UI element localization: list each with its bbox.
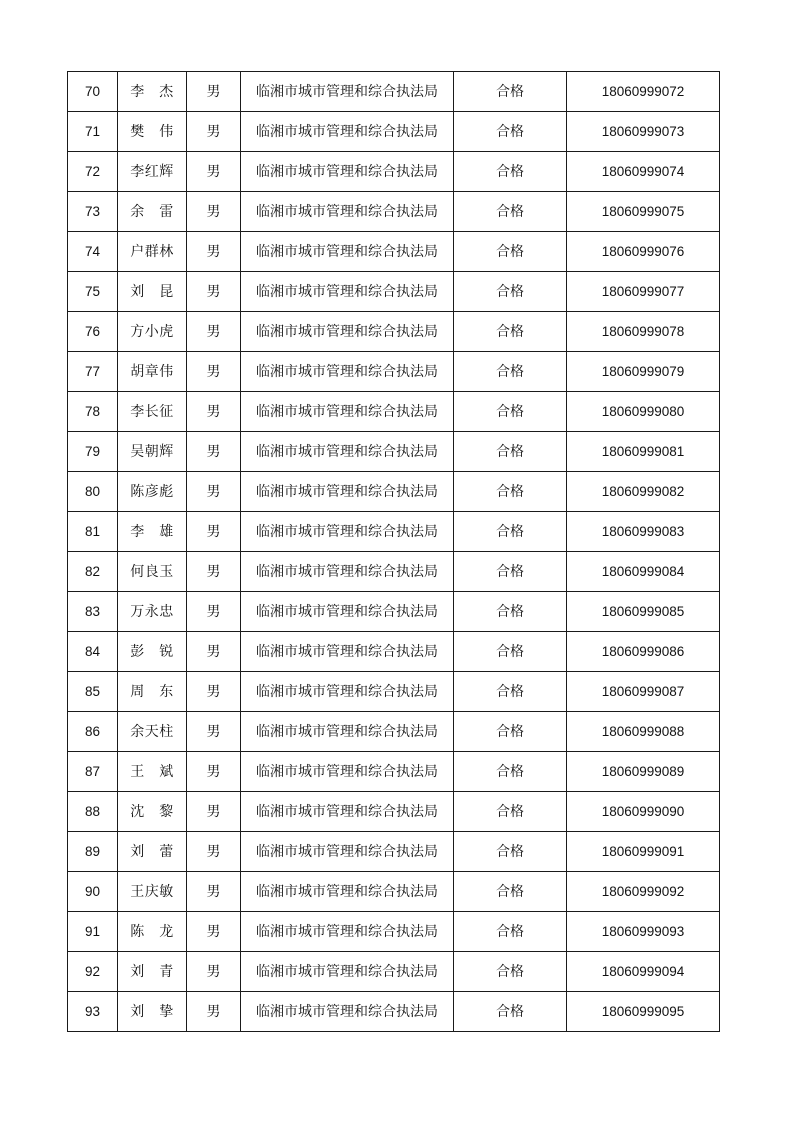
person-name: 刘 挚	[118, 992, 187, 1032]
gender: 男	[187, 112, 241, 152]
gender: 男	[187, 152, 241, 192]
certificate-number: 18060999093	[567, 912, 720, 952]
certificate-number: 18060999074	[567, 152, 720, 192]
exam-result: 合格	[454, 112, 567, 152]
gender: 男	[187, 792, 241, 832]
certificate-number: 18060999091	[567, 832, 720, 872]
gender: 男	[187, 912, 241, 952]
certificate-number: 18060999094	[567, 952, 720, 992]
exam-result: 合格	[454, 632, 567, 672]
row-number: 76	[68, 312, 118, 352]
work-unit: 临湘市城市管理和综合执法局	[241, 312, 454, 352]
exam-result: 合格	[454, 992, 567, 1032]
person-name: 方小虎	[118, 312, 187, 352]
certificate-number: 18060999079	[567, 352, 720, 392]
row-number: 87	[68, 752, 118, 792]
table-row	[68, 472, 720, 512]
certificate-number: 18060999075	[567, 192, 720, 232]
table-row	[68, 752, 720, 792]
work-unit: 临湘市城市管理和综合执法局	[241, 232, 454, 272]
gender: 男	[187, 752, 241, 792]
gender: 男	[187, 632, 241, 672]
table-row	[68, 672, 720, 712]
exam-result: 合格	[454, 712, 567, 752]
work-unit: 临湘市城市管理和综合执法局	[241, 872, 454, 912]
work-unit: 临湘市城市管理和综合执法局	[241, 432, 454, 472]
table-row	[68, 432, 720, 472]
row-number: 71	[68, 112, 118, 152]
row-number: 77	[68, 352, 118, 392]
gender: 男	[187, 312, 241, 352]
row-number: 86	[68, 712, 118, 752]
gender: 男	[187, 512, 241, 552]
certificate-number: 18060999080	[567, 392, 720, 432]
gender: 男	[187, 192, 241, 232]
work-unit: 临湘市城市管理和综合执法局	[241, 752, 454, 792]
table-row	[68, 872, 720, 912]
exam-result: 合格	[454, 912, 567, 952]
exam-result: 合格	[454, 752, 567, 792]
gender: 男	[187, 472, 241, 512]
person-name: 彭 锐	[118, 632, 187, 672]
row-number: 81	[68, 512, 118, 552]
person-name: 沈 黎	[118, 792, 187, 832]
row-number: 72	[68, 152, 118, 192]
row-number: 84	[68, 632, 118, 672]
row-number: 74	[68, 232, 118, 272]
table-row	[68, 912, 720, 952]
certificate-number: 18060999072	[567, 72, 720, 112]
gender: 男	[187, 272, 241, 312]
row-number: 75	[68, 272, 118, 312]
certificate-number: 18060999081	[567, 432, 720, 472]
person-name: 陈 龙	[118, 912, 187, 952]
work-unit: 临湘市城市管理和综合执法局	[241, 512, 454, 552]
exam-result: 合格	[454, 872, 567, 912]
exam-result: 合格	[454, 152, 567, 192]
certificate-number: 18060999095	[567, 992, 720, 1032]
gender: 男	[187, 952, 241, 992]
gender: 男	[187, 392, 241, 432]
table-row	[68, 72, 720, 112]
certificate-number: 18060999084	[567, 552, 720, 592]
work-unit: 临湘市城市管理和综合执法局	[241, 192, 454, 232]
work-unit: 临湘市城市管理和综合执法局	[241, 152, 454, 192]
work-unit: 临湘市城市管理和综合执法局	[241, 832, 454, 872]
person-name: 王庆敏	[118, 872, 187, 912]
work-unit: 临湘市城市管理和综合执法局	[241, 712, 454, 752]
certificate-number: 18060999082	[567, 472, 720, 512]
exam-result: 合格	[454, 392, 567, 432]
person-name: 刘 青	[118, 952, 187, 992]
gender: 男	[187, 592, 241, 632]
exam-result: 合格	[454, 552, 567, 592]
exam-result: 合格	[454, 792, 567, 832]
row-number: 78	[68, 392, 118, 432]
certificate-number: 18060999085	[567, 592, 720, 632]
table-row	[68, 512, 720, 552]
gender: 男	[187, 872, 241, 912]
person-name: 李 杰	[118, 72, 187, 112]
work-unit: 临湘市城市管理和综合执法局	[241, 912, 454, 952]
work-unit: 临湘市城市管理和综合执法局	[241, 792, 454, 832]
table-row	[68, 312, 720, 352]
certificate-number: 18060999092	[567, 872, 720, 912]
exam-result: 合格	[454, 432, 567, 472]
row-number: 90	[68, 872, 118, 912]
work-unit: 临湘市城市管理和综合执法局	[241, 592, 454, 632]
table-row	[68, 152, 720, 192]
table-row	[68, 232, 720, 272]
work-unit: 临湘市城市管理和综合执法局	[241, 952, 454, 992]
certificate-number: 18060999083	[567, 512, 720, 552]
person-name: 周 东	[118, 672, 187, 712]
row-number: 88	[68, 792, 118, 832]
person-name: 陈彦彪	[118, 472, 187, 512]
roster-table	[67, 71, 720, 1032]
exam-result: 合格	[454, 272, 567, 312]
table-row	[68, 712, 720, 752]
certificate-number: 18060999078	[567, 312, 720, 352]
person-name: 李红辉	[118, 152, 187, 192]
table-row	[68, 552, 720, 592]
exam-result: 合格	[454, 312, 567, 352]
row-number: 80	[68, 472, 118, 512]
row-number: 83	[68, 592, 118, 632]
exam-result: 合格	[454, 952, 567, 992]
exam-result: 合格	[454, 352, 567, 392]
table-row	[68, 992, 720, 1032]
row-number: 91	[68, 912, 118, 952]
certificate-number: 18060999089	[567, 752, 720, 792]
table-row	[68, 952, 720, 992]
gender: 男	[187, 992, 241, 1032]
exam-result: 合格	[454, 192, 567, 232]
exam-result: 合格	[454, 672, 567, 712]
row-number: 82	[68, 552, 118, 592]
certificate-number: 18060999086	[567, 632, 720, 672]
gender: 男	[187, 552, 241, 592]
person-name: 吴朝辉	[118, 432, 187, 472]
row-number: 70	[68, 72, 118, 112]
person-name: 户群林	[118, 232, 187, 272]
work-unit: 临湘市城市管理和综合执法局	[241, 272, 454, 312]
row-number: 92	[68, 952, 118, 992]
exam-result: 合格	[454, 232, 567, 272]
table-row	[68, 792, 720, 832]
gender: 男	[187, 72, 241, 112]
work-unit: 临湘市城市管理和综合执法局	[241, 352, 454, 392]
table-row	[68, 632, 720, 672]
person-name: 李长征	[118, 392, 187, 432]
work-unit: 临湘市城市管理和综合执法局	[241, 552, 454, 592]
row-number: 89	[68, 832, 118, 872]
table-row	[68, 112, 720, 152]
certificate-number: 18060999087	[567, 672, 720, 712]
gender: 男	[187, 432, 241, 472]
certificate-number: 18060999077	[567, 272, 720, 312]
exam-result: 合格	[454, 832, 567, 872]
work-unit: 临湘市城市管理和综合执法局	[241, 72, 454, 112]
exam-result: 合格	[454, 512, 567, 552]
table-row	[68, 592, 720, 632]
gender: 男	[187, 352, 241, 392]
table-row	[68, 392, 720, 432]
work-unit: 临湘市城市管理和综合执法局	[241, 392, 454, 432]
work-unit: 临湘市城市管理和综合执法局	[241, 672, 454, 712]
exam-result: 合格	[454, 592, 567, 632]
table-row	[68, 352, 720, 392]
gender: 男	[187, 712, 241, 752]
person-name: 余天柱	[118, 712, 187, 752]
exam-result: 合格	[454, 472, 567, 512]
work-unit: 临湘市城市管理和综合执法局	[241, 112, 454, 152]
row-number: 79	[68, 432, 118, 472]
gender: 男	[187, 832, 241, 872]
certificate-number: 18060999076	[567, 232, 720, 272]
roster-table-body	[68, 72, 720, 1032]
row-number: 85	[68, 672, 118, 712]
table-row	[68, 192, 720, 232]
gender: 男	[187, 672, 241, 712]
person-name: 刘 蕾	[118, 832, 187, 872]
work-unit: 临湘市城市管理和综合执法局	[241, 632, 454, 672]
person-name: 李 雄	[118, 512, 187, 552]
gender: 男	[187, 232, 241, 272]
person-name: 王 斌	[118, 752, 187, 792]
work-unit: 临湘市城市管理和综合执法局	[241, 992, 454, 1032]
person-name: 胡章伟	[118, 352, 187, 392]
certificate-number: 18060999090	[567, 792, 720, 832]
person-name: 余 雷	[118, 192, 187, 232]
certificate-number: 18060999073	[567, 112, 720, 152]
work-unit: 临湘市城市管理和综合执法局	[241, 472, 454, 512]
person-name: 樊 伟	[118, 112, 187, 152]
exam-result: 合格	[454, 72, 567, 112]
certificate-number: 18060999088	[567, 712, 720, 752]
person-name: 何良玉	[118, 552, 187, 592]
person-name: 刘 昆	[118, 272, 187, 312]
table-row	[68, 272, 720, 312]
row-number: 73	[68, 192, 118, 232]
row-number: 93	[68, 992, 118, 1032]
person-name: 万永忠	[118, 592, 187, 632]
table-row	[68, 832, 720, 872]
